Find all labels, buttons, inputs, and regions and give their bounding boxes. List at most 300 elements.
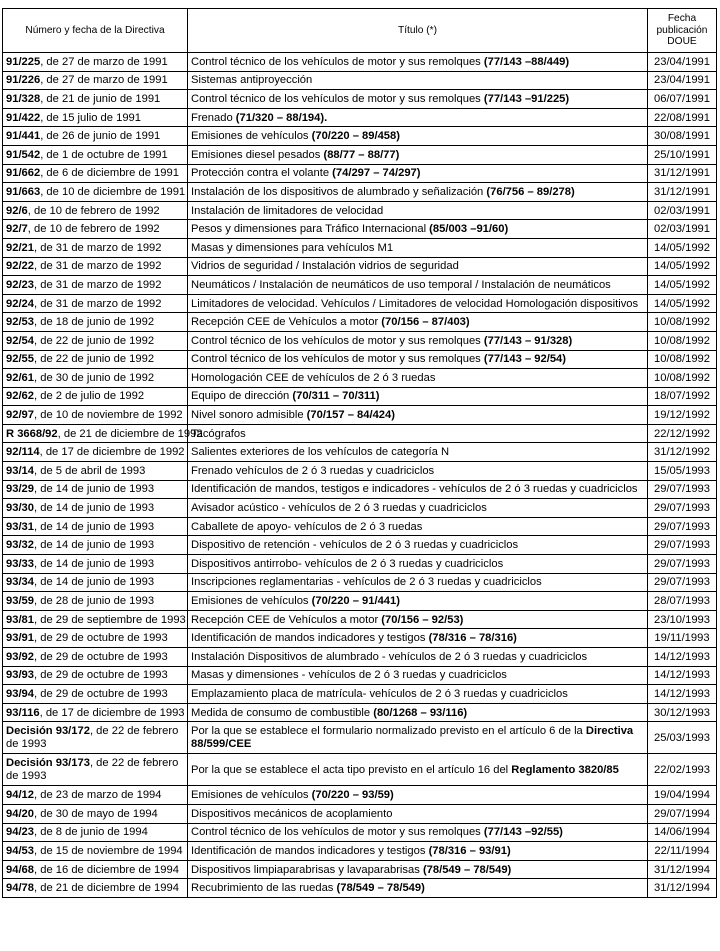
directive-date: , de 29 de octubre de 1993 xyxy=(34,650,168,663)
directive-date: , de 14 de junio de 1993 xyxy=(34,576,155,589)
directive-title: Identificación de mandos indicadores y testigos xyxy=(191,844,429,857)
table-row xyxy=(3,462,717,481)
directive-number: 92/22 xyxy=(6,260,34,273)
directive-date: , de 31 de marzo de 1992 xyxy=(34,297,162,310)
table-row xyxy=(3,499,717,518)
publication-date-cell: 02/03/1991 xyxy=(648,201,717,220)
directive-title: Nivel sonoro admisible xyxy=(191,409,307,422)
directive-date: , de 14 de junio de 1993 xyxy=(34,502,155,515)
directive-reference-cell xyxy=(3,879,188,898)
directive-reference-cell xyxy=(3,294,188,313)
column-header-directive: Número y fecha de la Directiva xyxy=(3,9,188,53)
table-row xyxy=(3,786,717,805)
table-row xyxy=(3,350,717,369)
directive-reference-cell xyxy=(3,555,188,574)
table-row xyxy=(3,313,717,332)
directive-reference-cell xyxy=(3,462,188,481)
directive-number: 92/24 xyxy=(6,297,34,310)
publication-date-cell: 14/12/1993 xyxy=(648,685,717,704)
table-row xyxy=(3,331,717,350)
directive-date: , de 2 de julio de 1992 xyxy=(34,390,145,403)
directive-reference-cell xyxy=(3,685,188,704)
publication-date-cell: 25/03/1993 xyxy=(648,722,717,754)
directive-number: 94/23 xyxy=(6,826,34,839)
directive-reference-cell xyxy=(3,443,188,462)
directive-title-cell xyxy=(188,480,648,499)
directive-reference-cell xyxy=(3,629,188,648)
directive-title: Inscripciones reglamentarias - vehículos de 2 ó 3 ruedas y cuadriciclos xyxy=(191,576,542,589)
table-row xyxy=(3,648,717,667)
directive-title: Emisiones de vehículos xyxy=(191,130,312,143)
directive-amendment: (80/1268 – 93/116) xyxy=(373,706,468,719)
publication-date-cell: 10/08/1992 xyxy=(648,369,717,388)
directive-number: 91/422 xyxy=(6,111,41,124)
directive-title-cell xyxy=(188,722,648,754)
publication-date-cell: 14/06/1994 xyxy=(648,823,717,842)
directive-title: Vidrios de seguridad / Instalación vidrios de seguridad xyxy=(191,260,459,273)
publication-date-cell: 14/12/1993 xyxy=(648,666,717,685)
directive-amendment: (76/756 – 89/278) xyxy=(486,185,575,198)
directive-reference-cell xyxy=(3,786,188,805)
directive-reference-cell xyxy=(3,220,188,239)
directive-reference-cell xyxy=(3,754,188,786)
directive-title: Instalación Dispositivos de alumbrado - vehículos de 2 ó 3 ruedas y cuadriciclos xyxy=(191,650,588,663)
publication-date-cell: 10/08/1992 xyxy=(648,313,717,332)
directive-title-cell xyxy=(188,331,648,350)
publication-date-cell: 14/05/1992 xyxy=(648,276,717,295)
table-row xyxy=(3,685,717,704)
table-row xyxy=(3,517,717,536)
table-row xyxy=(3,53,717,72)
table-row xyxy=(3,294,717,313)
directive-amendment: (70/220 – 91/441) xyxy=(311,595,400,608)
directive-date: , de 26 de junio de 1991 xyxy=(40,130,161,143)
publication-date-cell: 29/07/1993 xyxy=(648,573,717,592)
directive-number: 94/20 xyxy=(6,807,34,820)
directive-title: Control técnico de los vehículos de motor y sus remolques xyxy=(191,353,484,366)
directive-reference-cell xyxy=(3,666,188,685)
directive-reference-cell xyxy=(3,387,188,406)
table-row xyxy=(3,90,717,109)
table-row xyxy=(3,71,717,90)
directive-title: Identificación de mandos indicadores y testigos xyxy=(191,632,429,645)
directive-title-cell xyxy=(188,610,648,629)
table-row xyxy=(3,480,717,499)
publication-date-cell: 29/07/1993 xyxy=(648,499,717,518)
publication-date-cell: 14/05/1992 xyxy=(648,294,717,313)
directive-amendment: (78/549 – 78/549) xyxy=(336,882,425,895)
directive-number: R 3668/92 xyxy=(6,427,58,440)
publication-date-cell: 23/04/1991 xyxy=(648,71,717,90)
directive-date: , de 22 de febrero de 1993 xyxy=(6,757,179,782)
directive-title-cell xyxy=(188,555,648,574)
directive-title-cell xyxy=(188,369,648,388)
directive-title-cell xyxy=(188,424,648,443)
directive-reference-cell xyxy=(3,842,188,861)
table-row xyxy=(3,108,717,127)
directive-amendment: (78/549 – 78/549) xyxy=(422,863,512,876)
directive-title-cell xyxy=(188,294,648,313)
directive-number: 93/93 xyxy=(6,669,34,682)
directive-title: Instalación de los dispositivos de alumbrado y señalización xyxy=(191,185,487,198)
directive-reference-cell xyxy=(3,313,188,332)
publication-date-cell: 29/07/1994 xyxy=(648,804,717,823)
directive-title-cell xyxy=(188,804,648,823)
table-row xyxy=(3,722,717,754)
directive-title: Protección contra el volante xyxy=(191,167,333,180)
directive-amendment: (70/220 – 93/59) xyxy=(311,789,394,802)
directive-title-cell xyxy=(188,71,648,90)
column-header-title: Título (*) xyxy=(188,9,648,53)
publication-date-cell: 31/12/1991 xyxy=(648,183,717,202)
header-line: publicación xyxy=(656,24,708,36)
directive-amendment: (77/143 –92/55) xyxy=(483,826,563,839)
directive-title-cell xyxy=(188,754,648,786)
directive-title: Recepción CEE de Vehículos a motor xyxy=(191,316,382,329)
table-row xyxy=(3,443,717,462)
table-row xyxy=(3,555,717,574)
table-row xyxy=(3,842,717,861)
directive-number: 92/97 xyxy=(6,409,34,422)
directive-title-cell xyxy=(188,592,648,611)
directive-number: 93/34 xyxy=(6,576,34,589)
publication-date-cell: 02/03/1991 xyxy=(648,220,717,239)
directive-date: , de 15 julio de 1991 xyxy=(40,111,141,124)
directive-title: Neumáticos / Instalación de neumáticos de uso temporal / Instalación de neumáticos xyxy=(191,278,611,291)
directive-amendment: (77/143 –88/449) xyxy=(483,55,570,68)
directive-title: Instalación de limitadores de velocidad xyxy=(191,204,384,217)
directive-title-cell xyxy=(188,879,648,898)
publication-date-cell: 31/12/1991 xyxy=(648,164,717,183)
directive-number: 92/53 xyxy=(6,316,34,329)
table-row xyxy=(3,804,717,823)
column-header-publication-date xyxy=(648,9,717,53)
directive-title: Dispositivos mecánicos de acoplamiento xyxy=(191,807,393,820)
table-row xyxy=(3,183,717,202)
directive-title-cell xyxy=(188,276,648,295)
directive-date: , de 27 de marzo de 1991 xyxy=(40,55,168,68)
directive-amendment: (70/157 – 84/424) xyxy=(306,409,395,422)
directive-title-cell xyxy=(188,108,648,127)
directive-date: , de 10 de febrero de 1992 xyxy=(27,204,160,217)
directive-title-cell xyxy=(188,786,648,805)
directive-number: 91/226 xyxy=(6,74,41,87)
table-row xyxy=(3,238,717,257)
publication-date-cell: 31/12/1994 xyxy=(648,879,717,898)
directive-title: Pesos y dimensiones para Tráfico Internacional xyxy=(191,223,430,236)
directive-title: Control técnico de los vehículos de motor y sus remolques xyxy=(191,334,484,347)
directive-number: 91/441 xyxy=(6,130,41,143)
directive-title-cell xyxy=(188,499,648,518)
directive-date: , de 31 de marzo de 1992 xyxy=(34,241,162,254)
directive-number: 93/94 xyxy=(6,687,34,700)
directive-reference-cell xyxy=(3,573,188,592)
directive-reference-cell xyxy=(3,53,188,72)
directive-date: , de 15 de noviembre de 1994 xyxy=(34,844,183,857)
directive-amendment: (70/220 – 89/458) xyxy=(311,130,400,143)
directive-amendment: (71/320 – 88/194). xyxy=(235,111,328,124)
directive-reference-cell xyxy=(3,164,188,183)
directive-date: , de 18 de junio de 1992 xyxy=(34,316,155,329)
directive-date: , de 21 de diciembre de 1994 xyxy=(34,882,179,895)
directive-title: Recepción CEE de Vehículos a motor xyxy=(191,613,382,626)
table-row xyxy=(3,703,717,722)
publication-date-cell: 14/05/1992 xyxy=(648,238,717,257)
publication-date-cell: 30/12/1993 xyxy=(648,703,717,722)
directive-title-cell xyxy=(188,387,648,406)
directive-reference-cell xyxy=(3,860,188,879)
directive-number: 92/54 xyxy=(6,334,34,347)
table-row xyxy=(3,387,717,406)
directive-number: 92/62 xyxy=(6,390,34,403)
publication-date-cell: 25/10/1991 xyxy=(648,145,717,164)
directive-amendment: (78/316 – 93/91) xyxy=(428,844,511,857)
directive-number: 93/14 xyxy=(6,464,34,477)
directive-amendment: (70/311 – 70/311) xyxy=(292,390,380,403)
directive-title-cell xyxy=(188,648,648,667)
directive-title-cell xyxy=(188,685,648,704)
directive-date: , de 10 de diciembre de 1991 xyxy=(40,185,186,198)
directive-date: , de 8 de junio de 1994 xyxy=(34,826,148,839)
publication-date-cell: 29/07/1993 xyxy=(648,536,717,555)
directive-reference-cell xyxy=(3,722,188,754)
directive-date: , de 31 de marzo de 1992 xyxy=(34,278,162,291)
directive-number: 92/61 xyxy=(6,371,34,384)
directive-amendment: Directiva 88/599/CEE xyxy=(191,725,634,750)
directive-date: , de 28 de junio de 1993 xyxy=(34,595,155,608)
directive-date: , de 21 de diciembre de 1992 xyxy=(57,427,203,440)
directive-reference-cell xyxy=(3,127,188,146)
directive-title: Control técnico de los vehículos de motor y sus remolques xyxy=(191,92,484,105)
directive-reference-cell xyxy=(3,480,188,499)
directive-number: 92/23 xyxy=(6,278,34,291)
directive-number: 91/662 xyxy=(6,167,41,180)
directive-title-cell xyxy=(188,127,648,146)
directive-title: Dispositivo de retención - vehículos de 2 ó 3 ruedas y cuadriciclos xyxy=(191,539,519,552)
directive-title: Emisiones diesel pesados xyxy=(191,148,324,161)
directive-date: , de 16 de diciembre de 1994 xyxy=(34,863,179,876)
directive-title: Tacógrafos xyxy=(191,427,246,440)
directive-date: , de 29 de septiembre de 1993 xyxy=(34,613,186,626)
publication-date-cell: 19/12/1992 xyxy=(648,406,717,425)
directive-title-cell xyxy=(188,666,648,685)
directive-reference-cell xyxy=(3,517,188,536)
directive-title-cell xyxy=(188,145,648,164)
directive-title-cell xyxy=(188,443,648,462)
directive-number: 93/31 xyxy=(6,520,34,533)
directive-title-cell xyxy=(188,313,648,332)
directive-number: 93/81 xyxy=(6,613,34,626)
publication-date-cell: 06/07/1991 xyxy=(648,90,717,109)
directive-reference-cell xyxy=(3,499,188,518)
directive-amendment: (78/316 – 78/316) xyxy=(428,632,517,645)
directive-title-cell xyxy=(188,90,648,109)
publication-date-cell: 22/12/1992 xyxy=(648,424,717,443)
directive-date: , de 17 de diciembre de 1993 xyxy=(39,706,185,719)
directive-title: Identificación de mandos, testigos e indicadores - vehículos de 2 ó 3 ruedas y cuadriciclos xyxy=(191,483,638,496)
directive-title: Dispositivos antirrobo- vehículos de 2 ó 3 ruedas y cuadriciclos xyxy=(191,557,504,570)
directive-date: , de 14 de junio de 1993 xyxy=(34,483,155,496)
directive-title-cell xyxy=(188,183,648,202)
publication-date-cell: 29/07/1993 xyxy=(648,480,717,499)
directive-title: Por la que se establece el acta tipo previsto en el artículo 16 del xyxy=(191,763,512,776)
directive-number: 91/328 xyxy=(6,92,41,105)
directive-date: , de 27 de marzo de 1991 xyxy=(40,74,168,87)
directive-title: Control técnico de los vehículos de motor y sus remolques xyxy=(191,55,484,68)
directive-title-cell xyxy=(188,406,648,425)
publication-date-cell: 23/04/1991 xyxy=(648,53,717,72)
table-row xyxy=(3,424,717,443)
directive-date: , de 14 de junio de 1993 xyxy=(34,520,155,533)
directive-title-cell xyxy=(188,238,648,257)
table-row xyxy=(3,201,717,220)
directive-reference-cell xyxy=(3,257,188,276)
table-row xyxy=(3,666,717,685)
table-row xyxy=(3,754,717,786)
publication-date-cell: 10/08/1992 xyxy=(648,331,717,350)
publication-date-cell: 22/08/1991 xyxy=(648,108,717,127)
directive-date: , de 22 de febrero de 1993 xyxy=(6,725,179,750)
directive-title: Por la que se establece el formulario normalizado previsto en el artículo 6 de la xyxy=(191,725,586,738)
publication-date-cell: 14/12/1993 xyxy=(648,648,717,667)
table-row xyxy=(3,406,717,425)
directive-number: 91/225 xyxy=(6,55,41,68)
directive-number: 94/53 xyxy=(6,844,34,857)
directive-reference-cell xyxy=(3,648,188,667)
directive-title: Caballete de apoyo- vehículos de 2 ó 3 ruedas xyxy=(191,520,423,533)
directive-amendment: (85/003 –91/60) xyxy=(429,223,509,236)
directive-date: , de 5 de abril de 1993 xyxy=(34,464,146,477)
directive-number: 94/78 xyxy=(6,882,34,895)
directive-reference-cell xyxy=(3,183,188,202)
directive-title-cell xyxy=(188,703,648,722)
directive-number: 93/92 xyxy=(6,650,34,663)
directive-reference-cell xyxy=(3,406,188,425)
header-line: Fecha xyxy=(667,13,697,25)
directive-reference-cell xyxy=(3,804,188,823)
table-row xyxy=(3,220,717,239)
directive-number: 93/91 xyxy=(6,632,34,645)
publication-date-cell: 14/05/1992 xyxy=(648,257,717,276)
directive-number: 93/30 xyxy=(6,502,34,515)
directive-date: , de 29 de octubre de 1993 xyxy=(34,632,168,645)
directive-title: Equipo de dirección xyxy=(191,390,293,403)
table-body xyxy=(3,53,717,898)
table-row xyxy=(3,860,717,879)
directive-title: Avisador acústico - vehículos de 2 ó 3 ruedas y cuadriciclos xyxy=(191,502,487,515)
publication-date-cell: 31/12/1992 xyxy=(648,443,717,462)
directive-title: Recubrimiento de las ruedas xyxy=(191,882,337,895)
directive-title: Masas y dimensiones para vehículos M1 xyxy=(191,241,394,254)
directive-title: Emisiones de vehículos xyxy=(191,595,312,608)
directive-reference-cell xyxy=(3,71,188,90)
directive-number: Decisión 93/173 xyxy=(6,757,90,770)
directive-title: Homologación CEE de vehículos de 2 ó 3 ruedas xyxy=(191,371,436,384)
table-row xyxy=(3,276,717,295)
publication-date-cell: 22/11/1994 xyxy=(648,842,717,861)
directive-title-cell xyxy=(188,573,648,592)
directive-date: , de 22 de junio de 1992 xyxy=(34,334,155,347)
directive-date: , de 1 de octubre de 1991 xyxy=(40,148,168,161)
directive-amendment: (74/297 – 74/297) xyxy=(332,167,421,180)
directive-date: , de 14 de junio de 1993 xyxy=(34,539,155,552)
directive-reference-cell xyxy=(3,331,188,350)
directive-title: Dispositivos limpiaparabrisas y lavaparabrisas xyxy=(191,863,423,876)
publication-date-cell: 19/11/1993 xyxy=(648,629,717,648)
table-row xyxy=(3,823,717,842)
directive-title: Sistemas antiproyección xyxy=(191,74,313,87)
directive-title-cell xyxy=(188,517,648,536)
directive-amendment: (70/156 – 92/53) xyxy=(381,613,464,626)
directive-reference-cell xyxy=(3,424,203,443)
directive-reference-cell xyxy=(3,108,188,127)
directive-title-cell xyxy=(188,536,648,555)
directive-number: Decisión 93/172 xyxy=(6,725,90,738)
directive-date: , de 10 de noviembre de 1992 xyxy=(34,409,183,422)
directive-number: 91/542 xyxy=(6,148,41,161)
directive-title-cell xyxy=(188,220,648,239)
table-row xyxy=(3,257,717,276)
directive-number: 93/32 xyxy=(6,539,34,552)
directive-date: , de 31 de marzo de 1992 xyxy=(34,260,162,273)
directive-number: 93/29 xyxy=(6,483,34,496)
directive-date: , de 29 de octubre de 1993 xyxy=(34,687,168,700)
directive-title-cell xyxy=(188,842,648,861)
directive-title: Frenado xyxy=(191,111,236,124)
directive-title-cell xyxy=(188,350,648,369)
directive-date: , de 30 de mayo de 1994 xyxy=(34,807,158,820)
publication-date-cell: 31/12/1994 xyxy=(648,860,717,879)
directive-date: , de 21 de junio de 1991 xyxy=(40,92,161,105)
directive-reference-cell xyxy=(3,145,188,164)
table-row xyxy=(3,629,717,648)
directive-title: Emplazamiento placa de matrícula- vehículos de 2 ó 3 ruedas y cuadriciclos xyxy=(191,687,568,700)
directive-title: Medida de consumo de combustible xyxy=(191,706,374,719)
directive-number: 91/663 xyxy=(6,185,41,198)
directive-reference-cell xyxy=(3,610,188,629)
directive-reference-cell xyxy=(3,201,188,220)
publication-date-cell: 19/04/1994 xyxy=(648,786,717,805)
publication-date-cell: 10/08/1992 xyxy=(648,350,717,369)
directive-number: 92/114 xyxy=(6,446,40,459)
table-row xyxy=(3,536,717,555)
directive-title-cell xyxy=(188,823,648,842)
directive-amendment: (88/77 – 88/77) xyxy=(323,148,400,161)
directive-title: Salientes exteriores de los vehículos de categoría N xyxy=(191,446,450,459)
directive-title: Masas y dimensiones - vehículos de 2 ó 3 ruedas y cuadriciclos xyxy=(191,669,507,682)
publication-date-cell: 28/07/1993 xyxy=(648,592,717,611)
directive-reference-cell xyxy=(3,823,188,842)
publication-date-cell: 15/05/1993 xyxy=(648,462,717,481)
publication-date-cell: 29/07/1993 xyxy=(648,517,717,536)
directive-title-cell xyxy=(188,629,648,648)
directive-title: Control técnico de los vehículos de motor y sus remolques xyxy=(191,826,484,839)
directive-title: Frenado vehículos de 2 ó 3 ruedas y cuadriciclos xyxy=(191,464,435,477)
directive-reference-cell xyxy=(3,238,188,257)
directive-amendment: (70/156 – 87/403) xyxy=(381,316,470,329)
directive-title-cell xyxy=(188,257,648,276)
directive-number: 92/21 xyxy=(6,241,34,254)
directive-reference-cell xyxy=(3,592,188,611)
publication-date-cell: 30/08/1991 xyxy=(648,127,717,146)
directive-number: 92/55 xyxy=(6,353,34,366)
table-row xyxy=(3,573,717,592)
directive-reference-cell xyxy=(3,90,188,109)
table-row xyxy=(3,127,717,146)
directive-amendment: (77/143 – 91/328) xyxy=(483,334,573,347)
table-row xyxy=(3,610,717,629)
directive-title-cell xyxy=(188,53,648,72)
